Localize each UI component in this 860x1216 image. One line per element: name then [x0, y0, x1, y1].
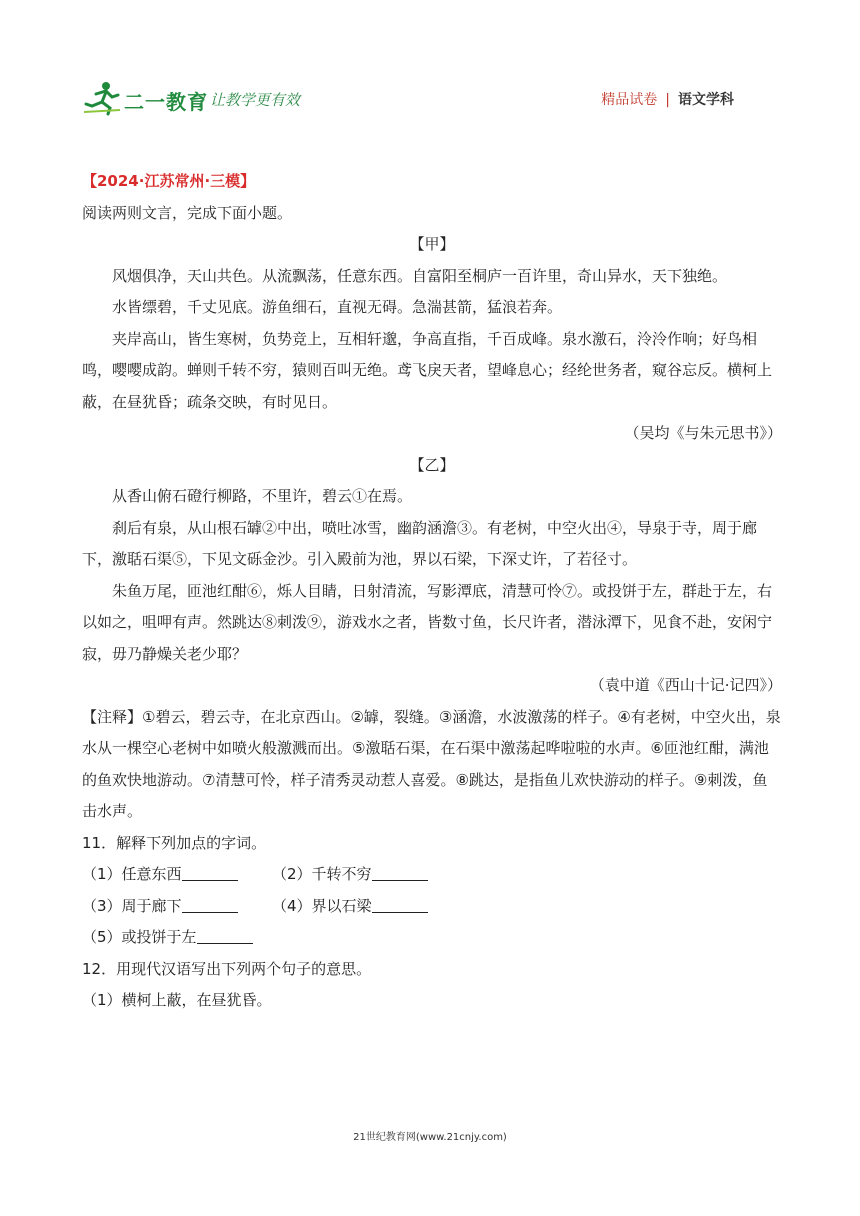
- item-text: （1）任意东西: [82, 865, 182, 883]
- yi-title: 【乙】: [409, 455, 455, 474]
- answer-blank[interactable]: [372, 864, 428, 881]
- intro-text: 阅读两则文言，完成下面小题。: [82, 203, 293, 222]
- question-12-stem: 12．用现代汉语写出下列两个句子的意思。: [82, 959, 372, 978]
- logo-brand: 二一教育: [124, 90, 208, 114]
- question-11-stem: 11．解释下列加点的字词。: [82, 833, 267, 852]
- jia-paragraph-2: 水皆缥碧，千丈见底。游鱼细石，直视无碍。急湍甚箭，猛浪若奔。: [112, 298, 563, 316]
- question-11-item: [272, 859, 462, 891]
- header-separator: |: [665, 92, 670, 108]
- question-12-item-1: （1）横柯上蔽，在昼犹昏。: [82, 991, 272, 1009]
- answer-blank[interactable]: [372, 896, 428, 913]
- document-body: [82, 166, 782, 1017]
- yi-paragraph-3: 朱鱼万尾，匝池红酣⑥，烁人目睛，日射清流，写影潭底，清慧可怜⑦。或投饼于左，群赴于左，右以如之，咀呷有声。然跳达⑧刺泼⑨，游戏水之者，皆数寸鱼，长尺许者，潜泳潭下，见食不赴，安闲宁寂，毋乃静燥关老少耶？: [82, 581, 773, 663]
- header-subject-label: 语文学科: [678, 92, 734, 108]
- question-11-row-3: [82, 922, 782, 954]
- header-subject: [601, 89, 734, 109]
- item-text: （2）千转不穷: [272, 865, 372, 883]
- logo-slogan: / 让教学更有效: [200, 91, 300, 109]
- page-header: [0, 0, 860, 140]
- question-11-item: [82, 859, 272, 891]
- answer-blank[interactable]: [197, 927, 253, 944]
- question-11-row-1: [82, 859, 782, 891]
- item-text: （4）界以石梁: [272, 896, 372, 915]
- jia-attribution: （吴均《与朱元思书》）: [624, 424, 782, 442]
- page-footer: 21世纪教育网(www.21cnjy.com): [353, 1132, 507, 1143]
- source-tag: 【2024·江苏常州·三模】: [82, 172, 256, 190]
- yi-paragraph-1: 从香山俯石磴行柳路，不里许，碧云①在焉。: [112, 487, 413, 505]
- question-11-item: [82, 891, 272, 923]
- answer-blank[interactable]: [182, 864, 238, 881]
- answer-blank[interactable]: [182, 896, 238, 913]
- jia-paragraph-1: 风烟俱净，天山共色。从流飘荡，任意东西。自富阳至桐庐一百许里，奇山异水，天下独绝。: [112, 266, 728, 285]
- runner-logo-icon: [84, 80, 124, 116]
- question-11-item: [82, 922, 272, 954]
- logo: [84, 80, 324, 116]
- header-exam-label: 精品试卷: [601, 92, 658, 108]
- question-11-item: [272, 891, 462, 923]
- jia-title: 【甲】: [409, 235, 455, 253]
- item-text: （5）或投饼于左: [82, 928, 197, 946]
- item-text: （3）周于廊下: [82, 896, 182, 915]
- question-11-row-2: [82, 891, 782, 923]
- yi-paragraph-2: 刹后有泉，从山根石罅②中出，喷吐冰雪，幽韵涵澹③。有老树，中空火出④，导泉于寺，周于廊下，激聒石渠⑤，下见文砾金沙。引入殿前为池，界以石梁，下深丈许，了若径寸。: [82, 518, 758, 568]
- yi-attribution: （袁中道《西山十记·记四》）: [589, 676, 782, 694]
- annotation-notes: 【注释】①碧云，碧云寺，在北京西山。②罅，裂缝。③涵澹，水波激荡的样子。④有老树，中空火出，泉水从一棵空心老树中如喷火般激溅而出。⑤激聒石渠，在石渠中激荡起哗啦啦的水声。⑥匝池红酣，满池的鱼欢快地游动。⑦清慧可怜，样子清秀灵动惹人喜爱。⑧跳达，是指鱼儿欢快游动的样子。⑨刺泼，鱼击水声。: [82, 707, 781, 820]
- jia-paragraph-3: 夹岸高山，皆生寒树，负势竞上，互相轩邈，争高直指，千百成峰。泉水激石，泠泠作响；好鸟相鸣，嘤嘤成韵。蝉则千转不穷，猿则百叫无绝。鸢飞戾天者，望峰息心；经纶世务者，窥谷忘反。横柯上蔽，在昼犹昏；疏条交映，有时见日。: [82, 329, 773, 411]
